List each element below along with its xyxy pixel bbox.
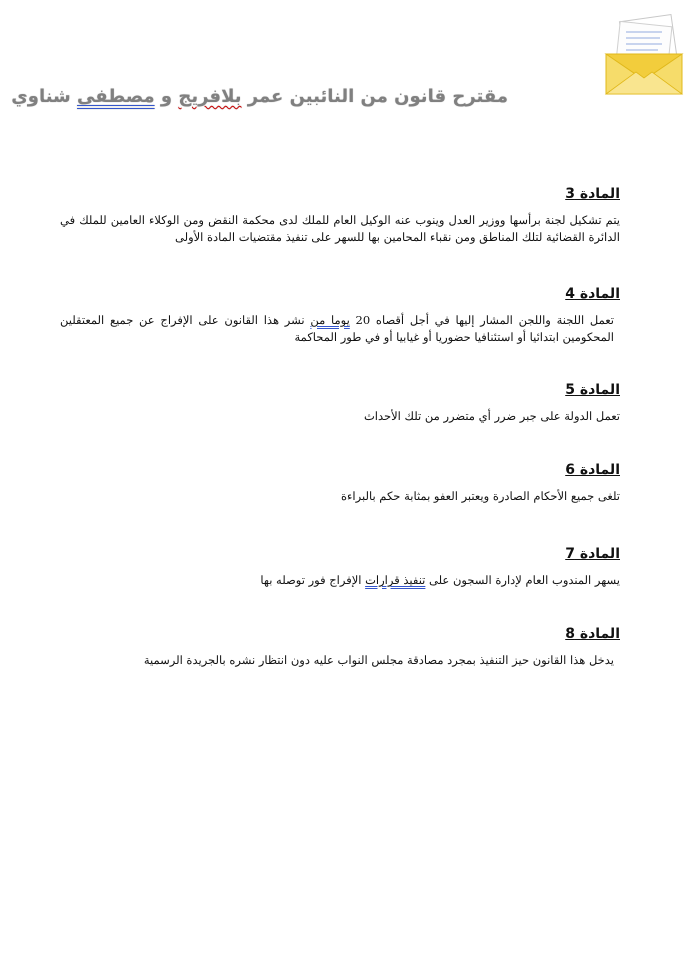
title-text-part2: و (154, 86, 179, 107)
article-8 (60, 626, 620, 669)
article-body: تلغى جميع الأحكام الصادرة ويعتبر العفو بمثابة حكم بالبراءة (341, 489, 620, 503)
article-body (60, 312, 620, 346)
article-body (60, 572, 620, 589)
article-body: تعمل الدولة على جبر ضرر أي متضرر من تلك الأحداث (363, 409, 620, 423)
article-body-text: تعمل اللجنة واللجن المشار إليها في أجل أقصاه 20 (349, 313, 614, 327)
article-heading: المادة 4 (565, 286, 620, 302)
organization-logo (600, 8, 688, 120)
article-body-text: الإفراج فور توصله بها (260, 573, 366, 587)
article-body-text: نشر هذا القانون على الإفراج عن جميع المعتقلين المحكومين ابتدائيا أو استئنافيا حضوريا أو غيابيا أو في طور المحاكمة (60, 313, 614, 344)
article-body-underlined-text: تنفيذ قرارات (365, 573, 426, 587)
article-heading: المادة 8 (565, 626, 620, 642)
article-body: يدخل هذا القانون حيز التنفيذ بمجرد مصادقة مجلس النواب عليه دون انتظار نشره بالجريدة الرسمية (143, 653, 614, 667)
document-title (11, 86, 508, 107)
title-text-part3: شناوي (11, 86, 78, 107)
title-name-mustapha: مصطفى (77, 86, 155, 107)
title-text-part1: مقترح قانون من النائبين عمر (241, 86, 508, 107)
article-body: يتم تشكيل لجنة برأسها ووزير العدل وينوب عنه الوكيل العام للملك لدى محكمة النقض ومن الوكلاء العامين للملك في الدائرة القضائية لتلك المناطق ومن نقباء المحامين بها للسهر على تنفيذ مقتضيات المادة الأولى (60, 213, 620, 244)
article-heading: المادة 3 (565, 186, 620, 202)
article-heading: المادة 5 (565, 382, 620, 398)
envelope-logo-icon (600, 8, 688, 120)
article-3 (60, 186, 620, 246)
article-7 (60, 546, 620, 589)
title-name-belafrej: بلافريج (178, 86, 242, 107)
article-5 (60, 382, 620, 425)
article-body-text: يسهر المندوب العام لإدارة السجون على (425, 573, 620, 587)
article-6 (60, 462, 620, 505)
article-body-underlined-text: يوما من (310, 313, 350, 327)
article-heading: المادة 7 (565, 546, 620, 562)
article-4 (60, 286, 620, 346)
article-heading: المادة 6 (565, 462, 620, 478)
